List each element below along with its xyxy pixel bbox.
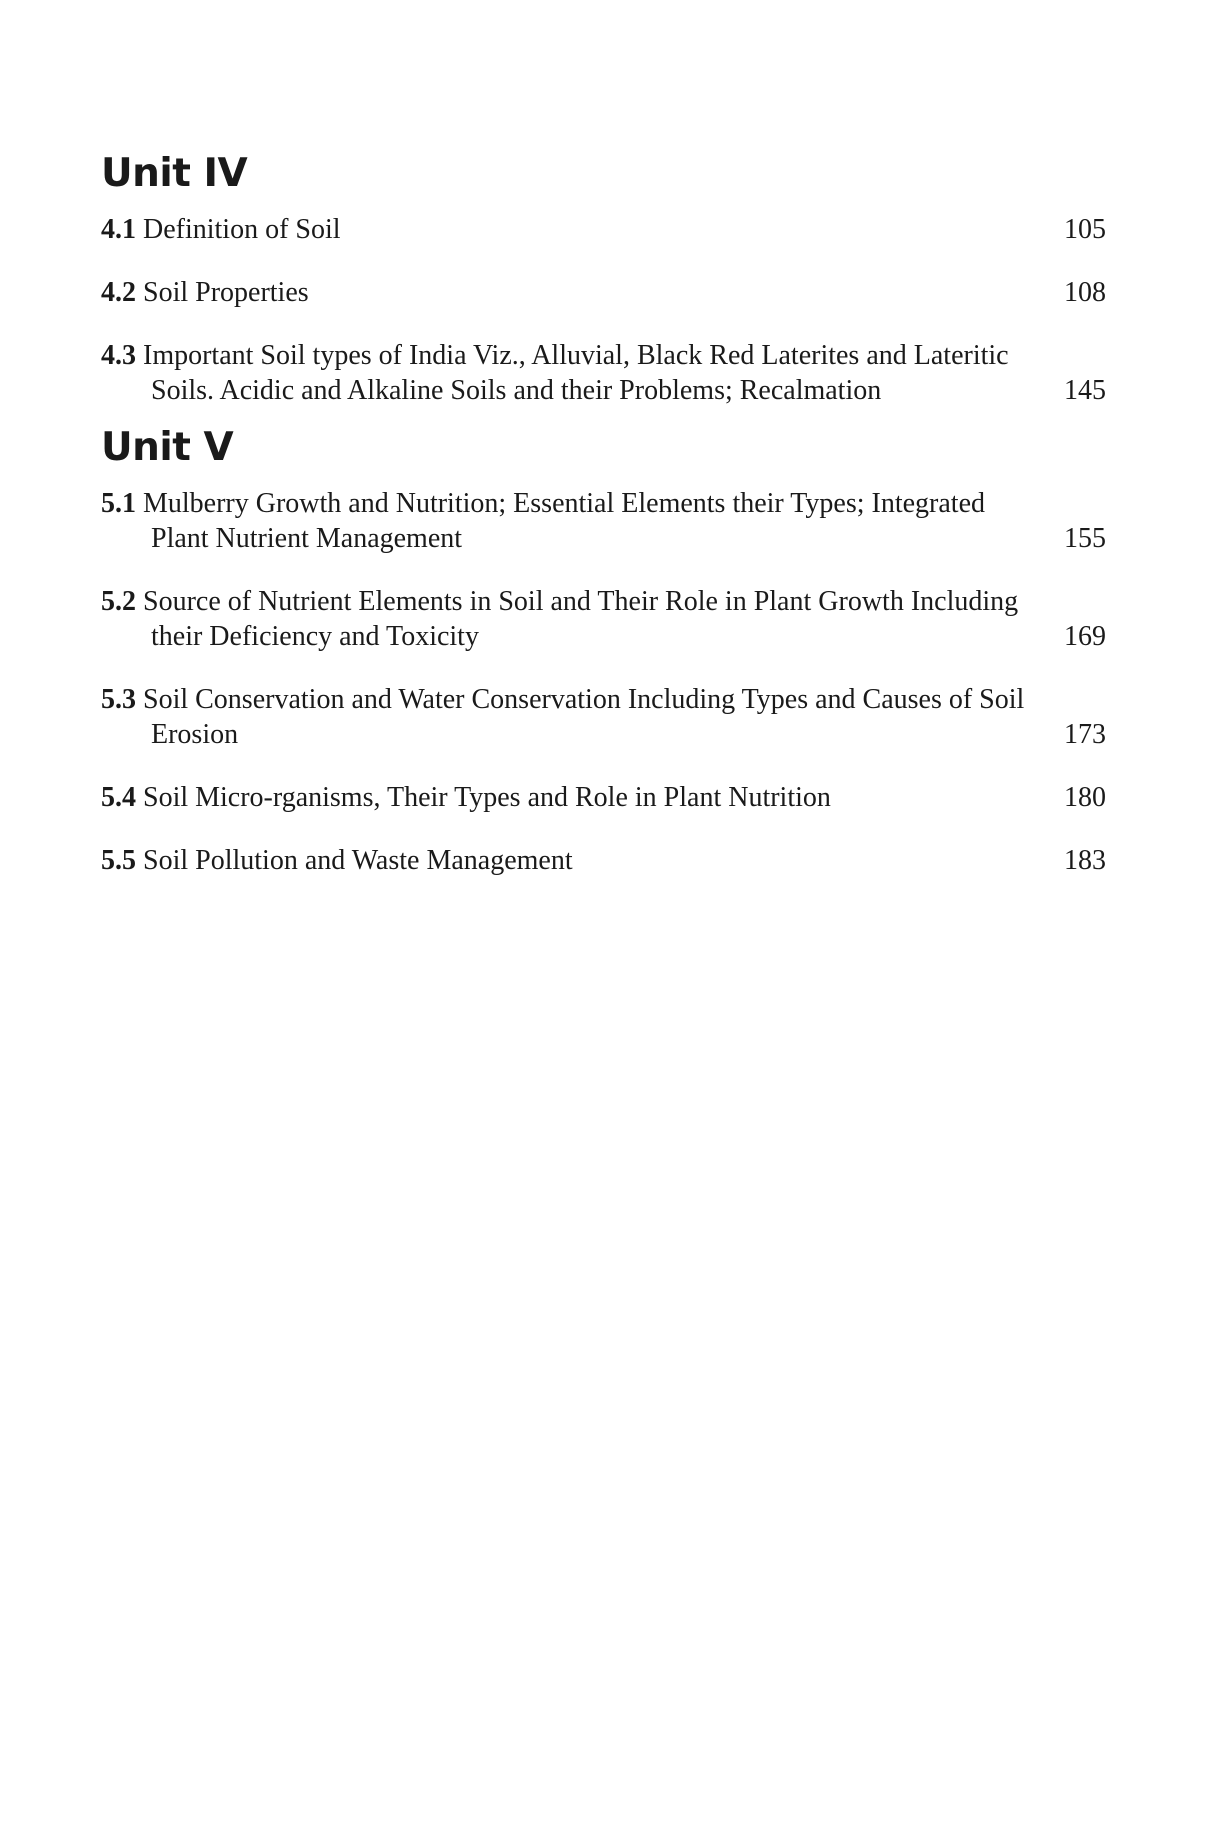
unit-title: Unit V (101, 425, 234, 470)
toc-entry[interactable] (101, 843, 1106, 878)
entry-number: 5.4 (101, 782, 136, 813)
entry-title: Definition of Soil (143, 214, 341, 245)
entry-page-number: 105 (1064, 214, 1106, 245)
entry-page-number: 173 (1064, 719, 1106, 750)
toc-entry[interactable] (101, 212, 1106, 247)
entry-page-number: 180 (1064, 782, 1106, 813)
toc-entry[interactable] (101, 486, 1106, 556)
entry-number: 5.3 (101, 684, 136, 715)
entry-title: Soil Properties (143, 277, 309, 308)
entry-number: 4.1 (101, 214, 136, 245)
entry-page-number: 155 (1064, 523, 1106, 554)
entry-title: Soil Pollution and Waste Management (143, 845, 573, 876)
entry-page-number: 145 (1064, 375, 1106, 406)
entry-page-number: 183 (1064, 845, 1106, 876)
entry-number: 5.1 (101, 488, 136, 519)
unit-section (101, 424, 1106, 878)
unit-entries (101, 486, 1106, 878)
entry-page-number: 169 (1064, 621, 1106, 652)
entry-number: 5.5 (101, 845, 136, 876)
entry-title: Soil Conservation and Water Conservation Including Types and Causes of Soil Erosion (143, 684, 1025, 750)
entry-page-number: 108 (1064, 277, 1106, 308)
toc-entry[interactable] (101, 338, 1106, 408)
toc-entry[interactable] (101, 682, 1106, 752)
unit-section (101, 150, 1106, 408)
entry-title: Mulberry Growth and Nutrition; Essential Elements their Types; Integrated Plant Nutrient Management (143, 488, 985, 554)
toc-entry[interactable] (101, 780, 1106, 815)
toc-entry[interactable] (101, 584, 1106, 654)
toc-entry[interactable] (101, 275, 1106, 310)
entry-title: Important Soil types of India Viz., Alluvial, Black Red Laterites and Lateritic Soils. Acidic and Alkaline Soils and their Problems; Recalmation (143, 340, 1009, 406)
unit-title: Unit IV (101, 151, 248, 196)
entry-number: 4.2 (101, 277, 136, 308)
unit-entries (101, 212, 1106, 408)
entry-number: 4.3 (101, 340, 136, 371)
table-of-contents (101, 150, 1106, 878)
entry-title: Soil Micro-rganisms, Their Types and Role in Plant Nutrition (143, 782, 831, 813)
entry-title: Source of Nutrient Elements in Soil and Their Role in Plant Growth Including their Deficiency and Toxicity (143, 586, 1019, 652)
entry-number: 5.2 (101, 586, 136, 617)
